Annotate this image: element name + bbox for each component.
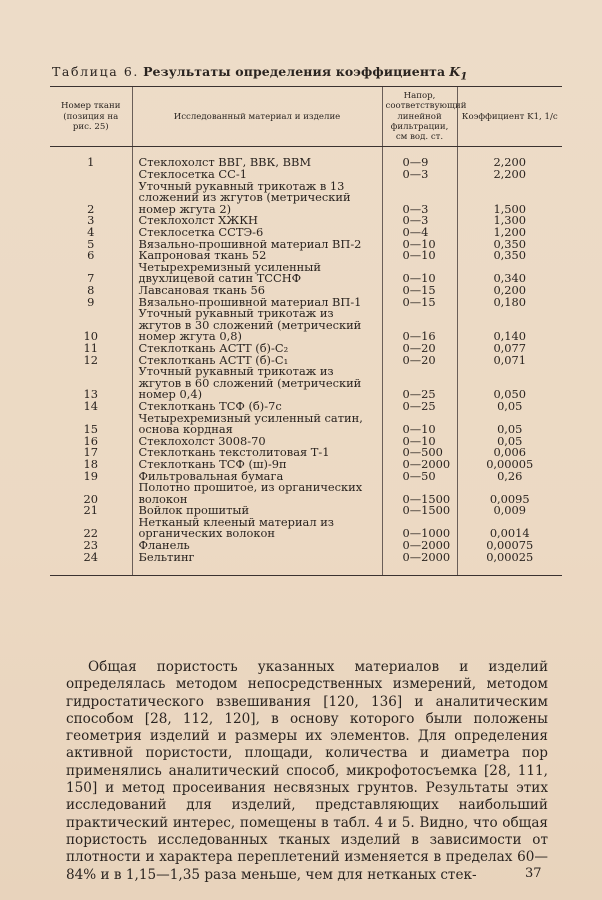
- row-pressure: 0—3: [382, 215, 457, 227]
- row-coefficient: 1,300: [457, 215, 562, 227]
- row-number: 11: [83, 340, 98, 355]
- row-pressure: 0—15: [382, 297, 457, 309]
- row-number: 13: [83, 387, 98, 402]
- row-number: [50, 169, 132, 181]
- row-pressure: 0—16: [382, 308, 457, 343]
- row-coefficient: 1,500: [457, 181, 562, 216]
- row-pressure: 0—3: [382, 169, 457, 181]
- row-material: Стеклосетка ССТЭ-6: [132, 227, 382, 239]
- row-material: Фильтровальная бумага: [132, 471, 382, 483]
- row-coefficient: 0,077: [457, 343, 562, 355]
- row-number: 1: [87, 155, 95, 170]
- row-coefficient: 0,009: [457, 505, 562, 517]
- row-number: 2: [87, 201, 95, 216]
- table-row: [50, 517, 562, 540]
- row-coefficient: 0,200: [457, 285, 562, 297]
- row-material: Уточный рукавный трикотаж из жгутов в 30 сложений (метрический номер жгута 0,8): [132, 308, 382, 343]
- row-pressure: 0—2000: [382, 540, 457, 552]
- results-table: [50, 86, 562, 576]
- table-row: [50, 239, 562, 251]
- row-coefficient: 0,0014: [457, 517, 562, 540]
- row-pressure: 0—10: [382, 262, 457, 285]
- row-coefficient: 0,340: [457, 262, 562, 285]
- row-pressure: 0—25: [382, 366, 457, 401]
- table-header-row: [50, 87, 562, 147]
- row-coefficient: 0,00075: [457, 540, 562, 552]
- caption-title: Результаты определения коэффициента: [143, 64, 446, 79]
- row-pressure: 0—4: [382, 227, 457, 239]
- row-material: Стеклоткань АСТТ (б)-С₂: [132, 343, 382, 355]
- row-number: 23: [83, 538, 98, 553]
- row-material: Полотно прошитое, из органических волокон: [132, 482, 382, 505]
- table-row: [50, 262, 562, 285]
- row-pressure: 0—50: [382, 471, 457, 483]
- row-pressure: 0—10: [382, 413, 457, 436]
- table-row: [50, 343, 562, 355]
- row-number: 21: [83, 503, 98, 518]
- table-row: [50, 540, 562, 552]
- row-coefficient: 0,05: [457, 413, 562, 436]
- row-number: 16: [83, 433, 98, 448]
- row-coefficient: 0,00005: [457, 459, 562, 471]
- row-material: Стеклоткань ТСФ (ш)-9п: [132, 459, 382, 471]
- row-number: 24: [50, 552, 132, 576]
- row-material: Стеклохолст ХЖКН: [132, 215, 382, 227]
- row-pressure: 0—20: [382, 355, 457, 367]
- body-paragraph: Общая пористость указанных материалов и изделий определялась методом непосредственных измерений, методом гидростатического взвешивания [120, 136] и аналитическим способом [28, 112, 120], в основу которого были положены геометрия изделий и размеры их элементов. Для определения активной пористости, площади, количества и диаметра пор применялись аналитический способ, микрофотосъемка [28, 111, 150] и метод просеивания несвязных грунтов. Результаты этих исследований для изделий, представляющих наибольший практический интерес, помещены в табл. 4 и 5. Видно, что общая пористость исследованных тканых изделий в зависимости от плотности и характера переплетений изменяется в пределах 60—84% и в 1,15—1,35 раза меньше, чем для нетканых стек-: [66, 659, 548, 883]
- row-pressure: 0—10: [382, 250, 457, 262]
- row-number: 20: [83, 491, 98, 506]
- row-material: Четырехремизный усиленный двухлицевой сатин ТССНФ: [132, 262, 382, 285]
- row-pressure: 0—20: [382, 343, 457, 355]
- row-pressure: 0—1500: [382, 505, 457, 517]
- row-coefficient: 2,200: [457, 169, 562, 181]
- row-number: 19: [83, 468, 98, 483]
- row-pressure: 0—9: [382, 147, 457, 169]
- row-coefficient: 0,350: [457, 239, 562, 251]
- caption-symbol-sub: 1: [460, 70, 468, 83]
- row-material: Стеклоткань текстолитовая Т-1: [132, 447, 382, 459]
- row-coefficient: 0,05: [457, 436, 562, 448]
- row-coefficient: 0,180: [457, 297, 562, 309]
- row-pressure: 0—3: [382, 181, 457, 216]
- row-material: Стеклохолст 3008-70: [132, 436, 382, 448]
- caption-lead: Таблица 6.: [52, 64, 139, 79]
- row-coefficient: 0,00025: [457, 552, 562, 576]
- table-row: [50, 447, 562, 459]
- row-material: Капроновая ткань 52: [132, 250, 382, 262]
- row-number: 8: [87, 283, 95, 298]
- row-pressure: 0—10: [382, 436, 457, 448]
- table-row: [50, 215, 562, 227]
- row-number: 6: [87, 248, 95, 263]
- row-coefficient: 0,050: [457, 366, 562, 401]
- row-pressure: 0—1000: [382, 517, 457, 540]
- row-material: Стеклоткань АСТТ (б)-С₁: [132, 355, 382, 367]
- row-pressure: 0—500: [382, 447, 457, 459]
- table-row: [50, 459, 562, 471]
- row-pressure: 0—15: [382, 285, 457, 297]
- row-coefficient: 0,140: [457, 308, 562, 343]
- row-pressure: 0—1500: [382, 482, 457, 505]
- row-number: 10: [83, 329, 98, 344]
- row-number: 18: [83, 456, 98, 471]
- row-number: 5: [87, 236, 95, 251]
- row-material: Нетканый клееный материал из органических волокон: [132, 517, 382, 540]
- row-coefficient: 0,071: [457, 355, 562, 367]
- row-coefficient: 1,200: [457, 227, 562, 239]
- table-row: [50, 366, 562, 401]
- row-material: Лавсановая ткань 56: [132, 285, 382, 297]
- header-material: Исследованный материал и изделие: [132, 87, 382, 147]
- row-pressure: 0—25: [382, 401, 457, 413]
- row-material: Уточный рукавный трикотаж из жгутов в 60 сложений (метрический номер 0,4): [132, 366, 382, 401]
- row-number: 22: [83, 526, 98, 541]
- row-coefficient: 0,26: [457, 471, 562, 483]
- table-row: [50, 147, 562, 169]
- row-material: Вязально-прошивной материал ВП-2: [132, 239, 382, 251]
- row-material: Стеклохолст ВВГ, ВВК, ВВМ: [132, 147, 382, 169]
- table-row: [50, 413, 562, 436]
- table-row: [50, 552, 562, 576]
- row-material: Вязально-прошивной материал ВП-1: [132, 297, 382, 309]
- table-row: [50, 308, 562, 343]
- row-number: 14: [83, 398, 98, 413]
- header-coefficient: Коэффициент K1, 1/с: [457, 87, 562, 147]
- row-number: 9: [87, 294, 95, 309]
- page-number: 37: [525, 866, 542, 881]
- row-material: Уточный рукавный трикотаж в 13 сложений из жгутов (метрический номер жгута 2): [132, 181, 382, 216]
- row-pressure: 0—2000: [382, 459, 457, 471]
- header-pressure: Напор, соответствующий линейной фильтрации, см вод. ст.: [382, 87, 457, 147]
- row-material: Стеклосетка СС-1: [132, 169, 382, 181]
- table-row: [50, 482, 562, 505]
- row-number: 12: [83, 352, 98, 367]
- row-pressure: 0—2000: [382, 552, 457, 576]
- row-material: Фланель: [132, 540, 382, 552]
- row-material: Бельтинг: [132, 552, 382, 576]
- row-coefficient: 2,200: [457, 147, 562, 169]
- table-row: [50, 181, 562, 216]
- row-coefficient: 0,05: [457, 401, 562, 413]
- row-coefficient: 0,006: [457, 447, 562, 459]
- row-number: 17: [83, 445, 98, 460]
- row-pressure: 0—10: [382, 239, 457, 251]
- row-number: 4: [87, 225, 95, 240]
- row-number: 7: [87, 271, 95, 286]
- row-material: Стеклоткань ТСФ (б)-7с: [132, 401, 382, 413]
- table-caption: [52, 64, 562, 83]
- header-number: Номер ткани (позиция на рис. 25): [50, 87, 132, 147]
- row-coefficient: 0,350: [457, 250, 562, 262]
- row-material: Четырехремизный усиленный сатин, основа кордная: [132, 413, 382, 436]
- row-number: 15: [83, 422, 98, 437]
- row-number: 3: [87, 213, 95, 228]
- row-coefficient: 0,0095: [457, 482, 562, 505]
- table-body: [50, 147, 562, 576]
- caption-symbol: K: [449, 64, 461, 79]
- row-material: Войлок прошитый: [132, 505, 382, 517]
